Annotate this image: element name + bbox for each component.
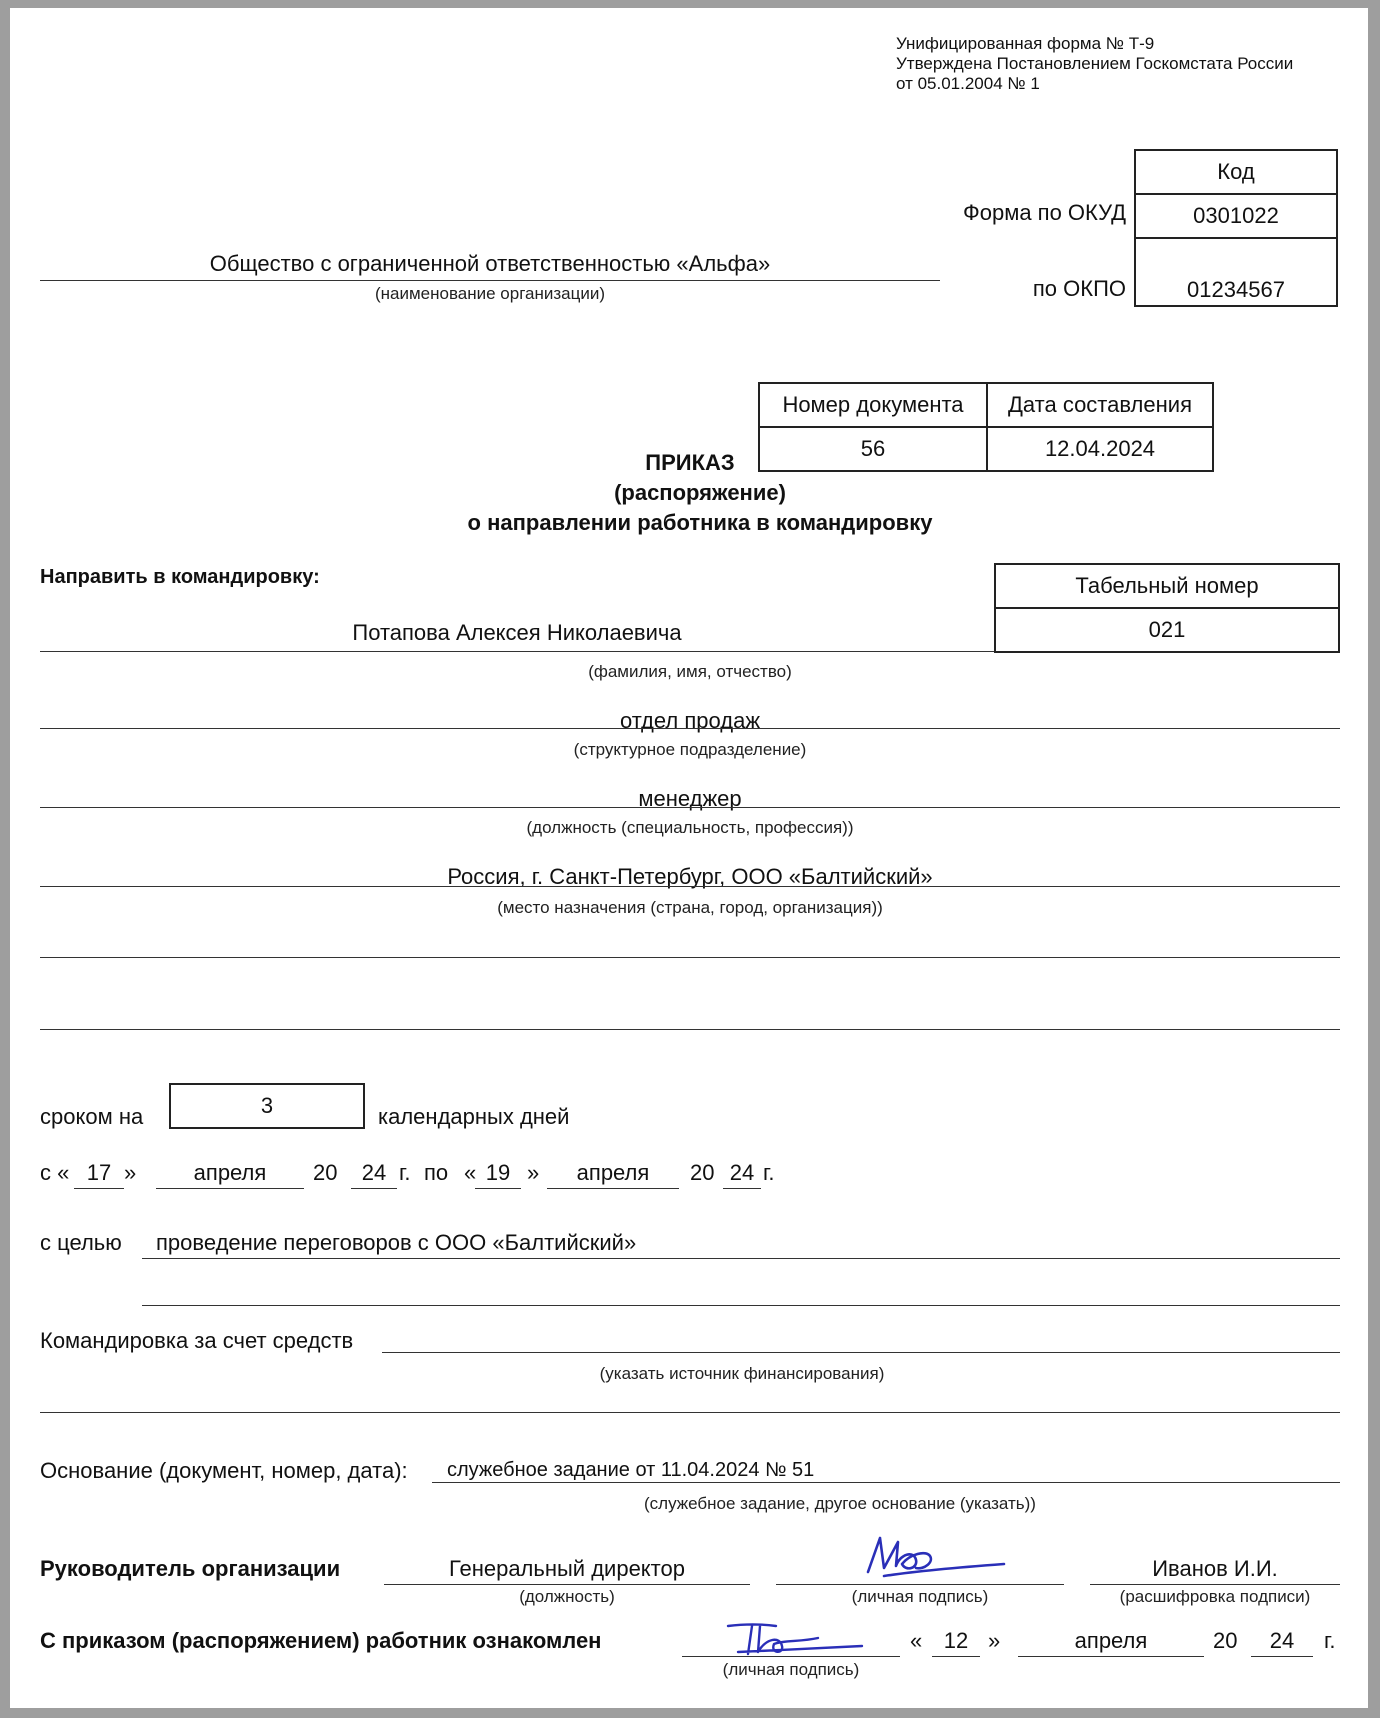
employee-full-name: Потапова Алексея Николаевича bbox=[352, 620, 682, 645]
okpo-label: по ОКПО bbox=[1032, 276, 1126, 301]
head-position-line bbox=[384, 1584, 750, 1585]
full-name-caption: (фамилия, имя, отчество) bbox=[588, 662, 792, 681]
head-position-caption: (должность) bbox=[519, 1587, 615, 1606]
ack-year-suffix: г. bbox=[1324, 1628, 1336, 1653]
destination-line bbox=[40, 886, 1340, 887]
full-name-line bbox=[40, 651, 994, 652]
head-signature-line bbox=[776, 1584, 1064, 1585]
from-day-line bbox=[74, 1188, 124, 1189]
from-close-quote: » bbox=[124, 1160, 137, 1185]
okpo-value: 01234567 bbox=[1187, 277, 1285, 302]
doc-date-header-cell bbox=[986, 382, 1214, 428]
from-day: 17 bbox=[86, 1160, 112, 1185]
term-days-cell bbox=[169, 1083, 365, 1129]
employee-department: отдел продаж bbox=[619, 708, 761, 733]
basis-caption: (служебное задание, другое основание (указать)) bbox=[644, 1494, 1036, 1513]
funding-extra-line bbox=[40, 1412, 1340, 1413]
from-year-line bbox=[351, 1188, 397, 1189]
codes-header: Код bbox=[1217, 159, 1255, 184]
employee-position: менеджер bbox=[638, 786, 742, 811]
doc-number-header-cell bbox=[758, 382, 988, 428]
organization-name: Общество с ограниченной ответственностью «Альфа» bbox=[209, 251, 771, 276]
okud-value: 0301022 bbox=[1193, 203, 1279, 228]
okud-cell bbox=[1134, 193, 1338, 239]
doc-number-value: 56 bbox=[860, 436, 886, 461]
organization-line bbox=[40, 280, 940, 281]
form-header-line2: Утверждена Постановлением Госкомстата России bbox=[896, 54, 1294, 73]
ack-month: апреля bbox=[1074, 1628, 1148, 1653]
form-header-line1: Унифицированная форма № Т-9 bbox=[896, 34, 1155, 53]
to-century: 20 bbox=[690, 1160, 715, 1185]
funding-label: Командировка за счет средств bbox=[40, 1328, 354, 1353]
to-year: 24 bbox=[729, 1160, 755, 1185]
term-label: сроком на bbox=[40, 1104, 144, 1129]
tab-number-cell bbox=[994, 607, 1340, 653]
form-header bbox=[896, 34, 1366, 94]
destination-caption: (место назначения (страна, город, организация)) bbox=[497, 898, 883, 917]
ack-year: 24 bbox=[1269, 1628, 1295, 1653]
title-line1: ПРИКАЗ bbox=[645, 450, 735, 475]
acknowledgement-label: С приказом (распоряжением) работник ознакомлен bbox=[40, 1628, 602, 1653]
from-prefix: с « bbox=[40, 1160, 70, 1185]
ack-year-line bbox=[1251, 1656, 1313, 1657]
employee-signature-line bbox=[682, 1656, 900, 1657]
tab-number-header: Табельный номер bbox=[1075, 573, 1259, 598]
to-day-line bbox=[475, 1188, 521, 1189]
doc-date-cell bbox=[986, 426, 1214, 472]
department-caption: (структурное подразделение) bbox=[573, 740, 807, 759]
ack-century: 20 bbox=[1213, 1628, 1238, 1653]
from-year: 24 bbox=[361, 1160, 387, 1185]
organization-caption: (наименование организации) bbox=[374, 284, 606, 303]
to-year-line bbox=[723, 1188, 761, 1189]
term-days-value: 3 bbox=[260, 1093, 274, 1118]
to-label: по bbox=[424, 1160, 449, 1185]
employee-destination: Россия, г. Санкт-Петербург, ООО «Балтийский» bbox=[447, 864, 933, 889]
purpose-value: проведение переговоров с ООО «Балтийский» bbox=[156, 1230, 637, 1255]
ack-day: 12 bbox=[943, 1628, 969, 1653]
purpose-line-1 bbox=[142, 1258, 1340, 1259]
head-position: Генеральный директор bbox=[449, 1556, 685, 1581]
destination-extra-line-2 bbox=[40, 1029, 1340, 1030]
basis-label: Основание (документ, номер, дата): bbox=[40, 1458, 408, 1483]
document-page bbox=[10, 8, 1368, 1708]
position-line bbox=[40, 807, 1340, 808]
form-header-line3: от 05.01.2004 № 1 bbox=[896, 74, 1040, 93]
term-days-label: календарных дней bbox=[378, 1104, 570, 1129]
to-open-quote: « bbox=[464, 1160, 477, 1185]
send-label: Направить в командировку: bbox=[40, 566, 320, 588]
head-name-caption: (расшифровка подписи) bbox=[1119, 1587, 1311, 1606]
from-year-suffix: г. bbox=[399, 1160, 411, 1185]
to-close-quote: » bbox=[527, 1160, 540, 1185]
to-month: апреля bbox=[576, 1160, 650, 1185]
head-label: Руководитель организации bbox=[40, 1556, 341, 1581]
head-name: Иванов И.И. bbox=[1152, 1556, 1278, 1581]
codes-header-cell bbox=[1134, 149, 1338, 195]
from-month-line bbox=[156, 1188, 304, 1189]
to-year-suffix: г. bbox=[763, 1160, 775, 1185]
basis-line bbox=[432, 1482, 1340, 1483]
head-signature-caption: (личная подпись) bbox=[851, 1587, 989, 1606]
title-line2: (распоряжение) bbox=[614, 480, 786, 505]
department-line bbox=[40, 728, 1340, 729]
funding-caption: (указать источник финансирования) bbox=[599, 1364, 885, 1383]
from-month: апреля bbox=[193, 1160, 267, 1185]
head-name-line bbox=[1090, 1584, 1340, 1585]
from-century: 20 bbox=[313, 1160, 338, 1185]
basis-value: служебное задание от 11.04.2024 № 51 bbox=[447, 1459, 815, 1481]
tab-number-value: 021 bbox=[1148, 617, 1186, 642]
title-line3: о направлении работника в командировку bbox=[467, 510, 933, 535]
ack-open-quote: « bbox=[910, 1628, 923, 1653]
ack-close-quote: » bbox=[988, 1628, 1001, 1653]
purpose-label: с целью bbox=[40, 1230, 122, 1255]
position-caption: (должность (специальность, профессия)) bbox=[526, 818, 854, 837]
doc-date-header: Дата составления bbox=[1008, 392, 1192, 417]
ack-day-line bbox=[932, 1656, 980, 1657]
purpose-line-2 bbox=[142, 1305, 1340, 1306]
funding-line bbox=[382, 1352, 1340, 1353]
okpo-cell bbox=[1134, 237, 1338, 307]
tab-number-header-cell bbox=[994, 563, 1340, 609]
to-day: 19 bbox=[485, 1160, 511, 1185]
employee-signature-icon bbox=[718, 1620, 868, 1664]
to-month-line bbox=[547, 1188, 679, 1189]
doc-date-value: 12.04.2024 bbox=[1044, 436, 1156, 461]
doc-number-header: Номер документа bbox=[782, 392, 964, 417]
head-signature-icon bbox=[840, 1532, 1010, 1588]
employee-signature-caption: (личная подпись) bbox=[722, 1660, 860, 1679]
okud-label: Форма по ОКУД bbox=[963, 200, 1126, 225]
destination-extra-line-1 bbox=[40, 957, 1340, 958]
ack-month-line bbox=[1018, 1656, 1204, 1657]
